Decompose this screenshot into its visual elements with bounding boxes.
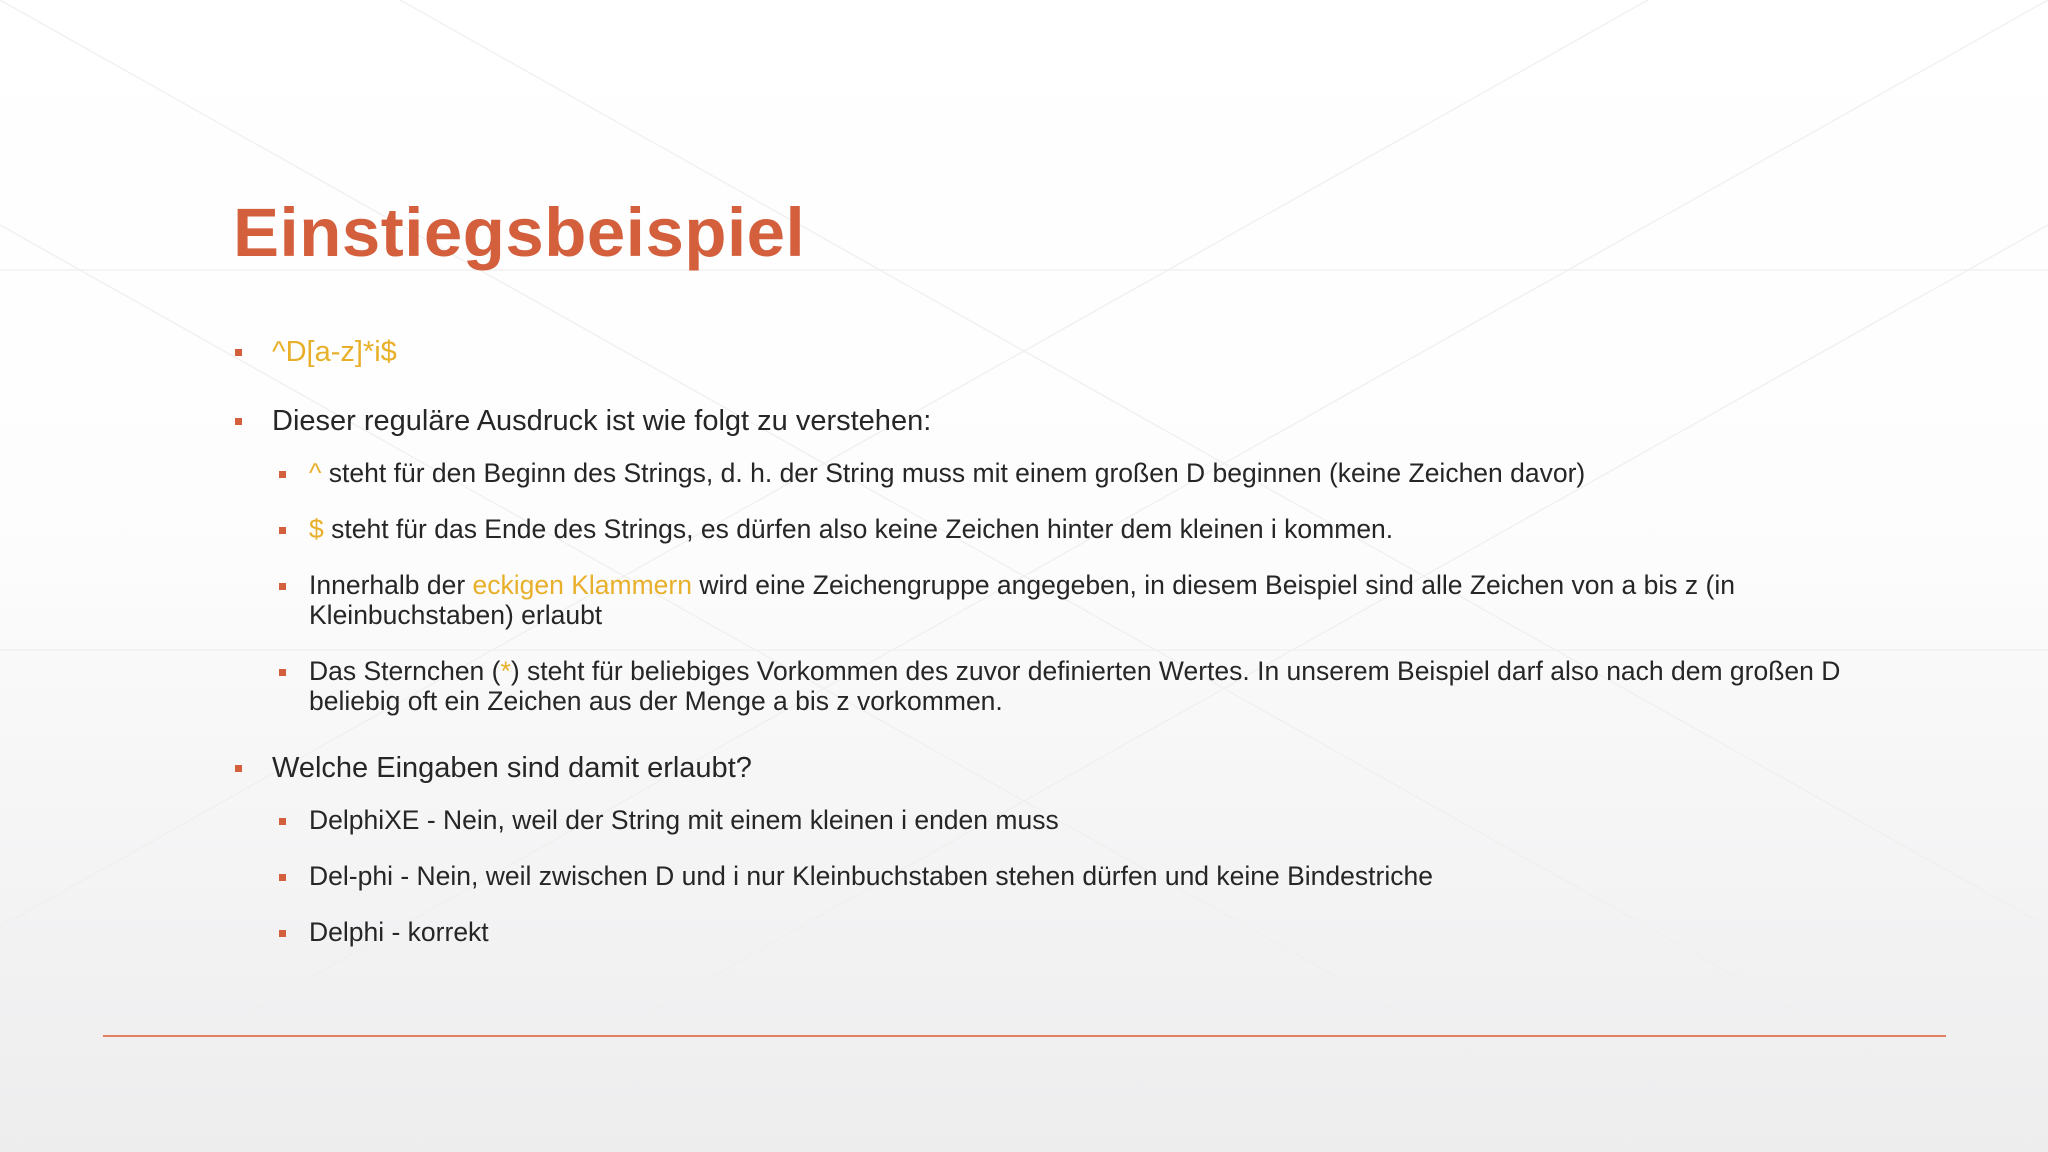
answer-text: Delphi - korrekt xyxy=(309,917,489,947)
explanation-text: ) steht für beliebiges Vorkommen des zuvor definierten Wertes. In unserem Beispiel darf also nach dem großen D beliebig oft ein Zeichen aus der Menge a bis z vorkommen. xyxy=(309,656,1841,716)
footer-rule xyxy=(103,1035,1946,1037)
explanation-item xyxy=(309,570,1853,630)
slide-content xyxy=(233,333,1853,973)
explanation-text: wird eine Zeichengruppe angegeben, in diesem Beispiel sind alle Zeichen von a bis z (in Kleinbuchstaben) erlaubt xyxy=(309,570,1735,630)
bullet xyxy=(279,669,286,676)
intro-item xyxy=(233,402,1853,440)
regex-item xyxy=(233,333,1853,371)
bullet xyxy=(279,818,286,825)
explanation-accent: * xyxy=(500,656,511,686)
explanation-accent: eckigen Klammern xyxy=(472,570,692,600)
bullet xyxy=(235,418,242,425)
bullet xyxy=(279,471,286,478)
answer-text: DelphiXE - Nein, weil der String mit einem kleinen i enden muss xyxy=(309,805,1059,835)
explanation-prefix: Innerhalb der xyxy=(309,570,473,600)
explanation-accent: $ xyxy=(309,514,324,544)
bullet xyxy=(279,527,286,534)
bullet xyxy=(235,765,242,772)
answer-item xyxy=(309,805,1853,835)
answer-item xyxy=(309,917,1853,947)
answer-text: Del-phi - Nein, weil zwischen D und i nur Kleinbuchstaben stehen dürfen und keine Bindestriche xyxy=(309,861,1433,891)
explanation-text: steht für das Ende des Strings, es dürfen also keine Zeichen hinter dem kleinen i kommen. xyxy=(323,514,1394,544)
question-item xyxy=(233,749,1853,787)
explanation-item xyxy=(309,458,1853,488)
explanation-item xyxy=(309,656,1853,716)
regex-text: ^D[a-z]*i$ xyxy=(272,336,397,368)
bullet xyxy=(279,874,286,881)
question-text: Welche Eingaben sind damit erlaubt? xyxy=(272,752,752,784)
slide-title: Einstiegsbeispiel xyxy=(233,194,806,271)
bullet xyxy=(235,349,242,356)
explanation-accent: ^ xyxy=(309,458,322,488)
bullet xyxy=(279,930,286,937)
explanation-prefix: Das Sternchen ( xyxy=(309,656,501,686)
explanation-item xyxy=(309,514,1853,544)
intro-text: Dieser reguläre Ausdruck ist wie folgt zu verstehen: xyxy=(272,405,932,437)
explanation-text: steht für den Beginn des Strings, d. h. der String muss mit einem großen D beginnen (keine Zeichen davor) xyxy=(321,458,1586,488)
answer-item xyxy=(309,861,1853,891)
bullet xyxy=(279,583,286,590)
